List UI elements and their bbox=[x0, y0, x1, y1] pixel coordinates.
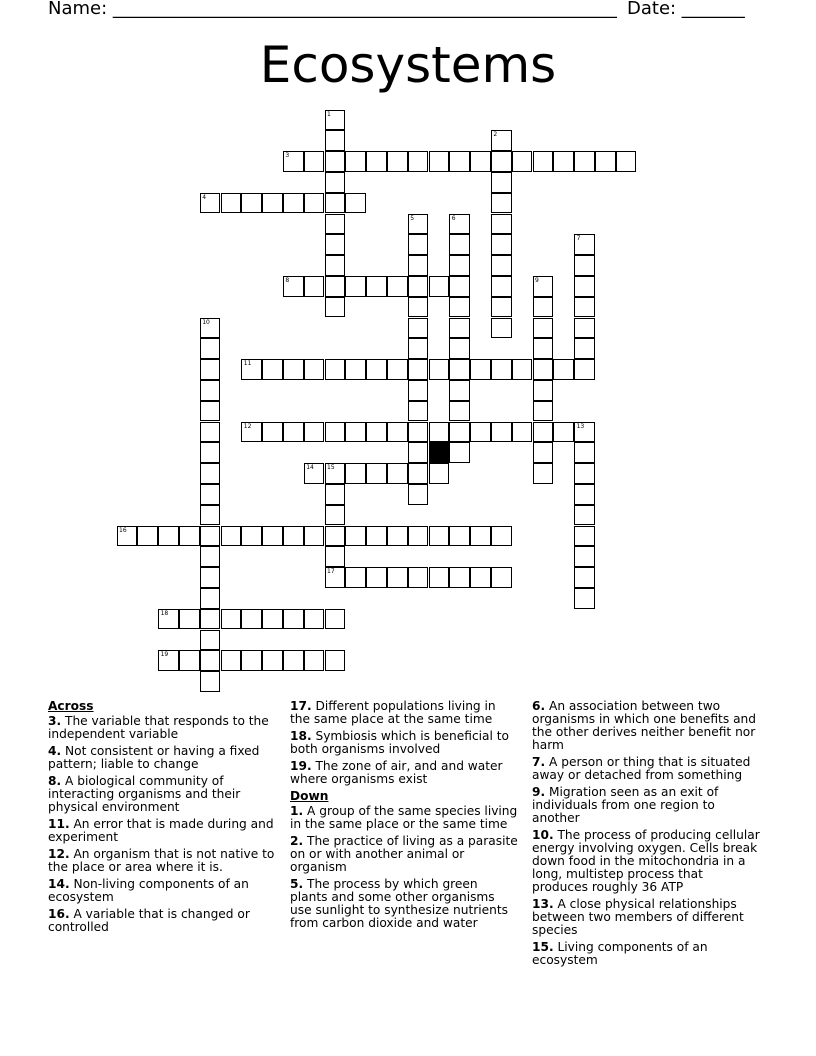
crossword-cell bbox=[325, 276, 346, 297]
page-title: Ecosystems bbox=[259, 36, 557, 94]
crossword-cell bbox=[325, 484, 346, 505]
crossword-cell bbox=[533, 151, 554, 172]
crossword-cell bbox=[200, 422, 221, 443]
clue-number: 6. bbox=[532, 699, 546, 713]
clue-text: A person or thing that is situated away or detached from something bbox=[532, 755, 751, 782]
crossword-cell bbox=[221, 193, 242, 214]
clue-number-label: 3 bbox=[285, 152, 290, 160]
crossword-cell bbox=[345, 526, 366, 547]
crossword-cell bbox=[387, 359, 408, 380]
crossword-cell bbox=[574, 588, 595, 609]
crossword-cell bbox=[325, 297, 346, 318]
crossword-cell bbox=[200, 505, 221, 526]
crossword-cell bbox=[574, 297, 595, 318]
crossword-cell bbox=[366, 276, 387, 297]
crossword-cell bbox=[304, 193, 325, 214]
clue-number-label: 9 bbox=[535, 276, 539, 284]
crossword-cell bbox=[345, 151, 366, 172]
crossword-cell bbox=[512, 359, 533, 380]
crossword-cell bbox=[366, 151, 387, 172]
clue-text: Different populations living in the same place at the same time bbox=[290, 699, 496, 726]
clue-text: A biological community of interacting organisms and their physical environment bbox=[48, 774, 241, 814]
crossword-cell bbox=[366, 463, 387, 484]
crossword-cell bbox=[491, 567, 512, 588]
crossword-cell bbox=[429, 359, 450, 380]
crossword-cell bbox=[304, 359, 325, 380]
clue-number: 13. bbox=[532, 897, 554, 911]
crossword-cell bbox=[491, 318, 512, 339]
clue-number: 9. bbox=[532, 785, 546, 799]
clue-down-10 bbox=[532, 829, 760, 894]
crossword-cell bbox=[574, 442, 595, 463]
crossword-cell bbox=[533, 463, 554, 484]
clue-number-label: 8 bbox=[285, 276, 290, 284]
name-field: Name: ________________________________________________________ bbox=[48, 0, 617, 19]
clue-text: Non-living components of an ecosystem bbox=[48, 877, 249, 904]
crossword-cell bbox=[491, 214, 512, 235]
crossword-cell bbox=[345, 276, 366, 297]
crossword-cell bbox=[325, 526, 346, 547]
crossword-cell bbox=[408, 401, 429, 422]
crossword-cell bbox=[262, 609, 283, 630]
across-heading: Across bbox=[48, 699, 94, 713]
crossword-cell bbox=[533, 442, 554, 463]
crossword-cell bbox=[304, 650, 325, 671]
crossword-cell bbox=[179, 609, 200, 630]
crossword-cell bbox=[262, 422, 283, 443]
crossword-cell bbox=[137, 526, 158, 547]
clue-number-label: 17 bbox=[327, 568, 335, 576]
clue-across-16 bbox=[48, 908, 276, 934]
clue-down-1 bbox=[290, 805, 518, 831]
crossword-cell bbox=[533, 401, 554, 422]
clue-column-1 bbox=[48, 700, 276, 938]
clue-text: The zone of air, and and water where organisms exist bbox=[290, 759, 503, 786]
crossword-cell bbox=[304, 609, 325, 630]
clue-text: An association between two organisms in which one benefits and the other derives neither benefit nor harm bbox=[532, 699, 756, 752]
crossword-cell bbox=[449, 234, 470, 255]
clue-across-19 bbox=[290, 760, 518, 786]
crossword-cell bbox=[200, 463, 221, 484]
crossword-cell bbox=[574, 151, 595, 172]
crossword-cell bbox=[200, 567, 221, 588]
clue-down-15 bbox=[532, 941, 760, 967]
crossword-cell bbox=[429, 567, 450, 588]
crossword-cell bbox=[221, 609, 242, 630]
crossword-cell bbox=[574, 505, 595, 526]
crossword-cell bbox=[325, 422, 346, 443]
crossword-cell bbox=[512, 422, 533, 443]
clue-number-label: 19 bbox=[160, 651, 169, 659]
crossword-cell bbox=[449, 338, 470, 359]
clue-number: 15. bbox=[532, 940, 554, 954]
crossword-cell bbox=[241, 526, 262, 547]
crossword-cell bbox=[283, 193, 304, 214]
crossword-cell bbox=[345, 359, 366, 380]
crossword-cell bbox=[200, 359, 221, 380]
crossword-cell bbox=[449, 380, 470, 401]
crossword-cell bbox=[533, 359, 554, 380]
crossword-cell bbox=[574, 463, 595, 484]
clue-across-4 bbox=[48, 745, 276, 771]
crossword-cell bbox=[200, 630, 221, 651]
crossword-cell bbox=[408, 255, 429, 276]
clue-number: 17. bbox=[290, 699, 312, 713]
clue-down-13 bbox=[532, 898, 760, 937]
crossword-cell bbox=[304, 151, 325, 172]
crossword-cell bbox=[325, 609, 346, 630]
crossword-cell bbox=[325, 151, 346, 172]
clue-down-9 bbox=[532, 786, 760, 825]
crossword-cell bbox=[179, 650, 200, 671]
crossword-cell bbox=[304, 276, 325, 297]
crossword-cell bbox=[387, 463, 408, 484]
clue-down-5 bbox=[290, 878, 518, 930]
crossword-block bbox=[429, 442, 450, 463]
clue-down-2 bbox=[290, 835, 518, 874]
clue-text: Not consistent or having a fixed pattern; liable to change bbox=[48, 744, 260, 771]
clue-number: 10. bbox=[532, 828, 554, 842]
clue-text: A variable that is changed or controlled bbox=[48, 907, 250, 934]
clue-across-18 bbox=[290, 730, 518, 756]
clue-number: 7. bbox=[532, 755, 546, 769]
crossword-cell bbox=[533, 422, 554, 443]
clue-number: 8. bbox=[48, 774, 62, 788]
crossword-cell bbox=[325, 130, 346, 151]
clue-number: 1. bbox=[290, 804, 304, 818]
crossword-cell bbox=[304, 422, 325, 443]
crossword-cell bbox=[449, 151, 470, 172]
clue-text: Symbiosis which is beneficial to both organisms involved bbox=[290, 729, 509, 756]
clue-number-label: 2 bbox=[493, 131, 498, 139]
clue-column-3 bbox=[532, 700, 760, 971]
clue-number: 2. bbox=[290, 834, 304, 848]
crossword-cell bbox=[491, 422, 512, 443]
crossword-cell bbox=[283, 650, 304, 671]
crossword-cell bbox=[595, 151, 616, 172]
clue-number-label: 7 bbox=[576, 235, 581, 243]
crossword-cell bbox=[449, 442, 470, 463]
crossword-cell bbox=[262, 359, 283, 380]
clue-number-label: 18 bbox=[160, 609, 169, 617]
clue-number-label: 12 bbox=[243, 422, 252, 430]
crossword-cell bbox=[574, 567, 595, 588]
crossword-cell bbox=[553, 151, 574, 172]
crossword-cell bbox=[345, 193, 366, 214]
crossword-cell bbox=[449, 567, 470, 588]
crossword-cell bbox=[553, 422, 574, 443]
clue-number: 11. bbox=[48, 817, 70, 831]
crossword-cell bbox=[429, 276, 450, 297]
crossword-cell bbox=[200, 526, 221, 547]
clue-number-label: 15 bbox=[327, 464, 335, 472]
clue-number-label: 6 bbox=[451, 214, 456, 222]
clue-down-6 bbox=[532, 700, 760, 752]
crossword-cell bbox=[200, 650, 221, 671]
crossword-cell bbox=[325, 193, 346, 214]
crossword-cell bbox=[491, 297, 512, 318]
crossword-cell bbox=[241, 609, 262, 630]
clue-text: The practice of living as a parasite on or with another animal or organism bbox=[290, 834, 518, 874]
crossword-cell bbox=[408, 463, 429, 484]
clue-across-3 bbox=[48, 715, 276, 741]
crossword-cell bbox=[470, 526, 491, 547]
crossword-cell bbox=[387, 526, 408, 547]
crossword-cell bbox=[408, 422, 429, 443]
crossword-cell bbox=[408, 484, 429, 505]
crossword-cell bbox=[429, 526, 450, 547]
crossword-cell bbox=[491, 526, 512, 547]
clue-number-label: 11 bbox=[243, 360, 252, 368]
crossword-cell bbox=[366, 567, 387, 588]
crossword-cell bbox=[533, 318, 554, 339]
crossword-cell bbox=[491, 151, 512, 172]
crossword-cell bbox=[325, 546, 346, 567]
clue-number-label: 4 bbox=[202, 193, 207, 201]
crossword-cell bbox=[491, 276, 512, 297]
clue-text: A group of the same species living in the same place or the same time bbox=[290, 804, 518, 831]
crossword-cell bbox=[408, 297, 429, 318]
crossword-cell bbox=[200, 546, 221, 567]
crossword-cell bbox=[470, 359, 491, 380]
crossword-cell bbox=[283, 526, 304, 547]
clue-number: 3. bbox=[48, 714, 62, 728]
clue-across-17 bbox=[290, 700, 518, 726]
crossword-cell bbox=[574, 546, 595, 567]
crossword-cell bbox=[574, 338, 595, 359]
crossword-cell bbox=[408, 359, 429, 380]
clue-across-11 bbox=[48, 818, 276, 844]
crossword-cell bbox=[408, 318, 429, 339]
clue-number: 12. bbox=[48, 847, 70, 861]
crossword-cell bbox=[200, 338, 221, 359]
crossword-cell bbox=[553, 359, 574, 380]
crossword-cell bbox=[179, 526, 200, 547]
crossword-cell bbox=[491, 193, 512, 214]
crossword-cell bbox=[574, 318, 595, 339]
crossword-cell bbox=[325, 234, 346, 255]
crossword-cell bbox=[366, 422, 387, 443]
crossword-cell bbox=[158, 526, 179, 547]
crossword-cell bbox=[283, 422, 304, 443]
crossword-cell bbox=[200, 671, 221, 692]
crossword-cell bbox=[449, 255, 470, 276]
crossword-cell bbox=[616, 151, 637, 172]
crossword-cell bbox=[491, 255, 512, 276]
crossword-cell bbox=[533, 297, 554, 318]
crossword-cell bbox=[387, 567, 408, 588]
clue-across-12 bbox=[48, 848, 276, 874]
crossword-cell bbox=[387, 276, 408, 297]
clue-down-7 bbox=[532, 756, 760, 782]
crossword-cell bbox=[408, 338, 429, 359]
crossword-cell bbox=[491, 359, 512, 380]
crossword-cell bbox=[325, 255, 346, 276]
date-field: Date: _______ bbox=[627, 0, 745, 19]
clue-number: 14. bbox=[48, 877, 70, 891]
clue-text: Living components of an ecosystem bbox=[532, 940, 708, 967]
crossword-cell bbox=[408, 380, 429, 401]
crossword-cell bbox=[470, 567, 491, 588]
crossword-cell bbox=[366, 359, 387, 380]
crossword-cell bbox=[241, 193, 262, 214]
clue-number-label: 16 bbox=[119, 526, 127, 534]
crossword-cell bbox=[387, 422, 408, 443]
crossword-cell bbox=[262, 650, 283, 671]
crossword-cell bbox=[241, 650, 262, 671]
clue-number-label: 14 bbox=[306, 464, 314, 472]
crossword-cell bbox=[429, 463, 450, 484]
clue-text: An error that is made during and experiment bbox=[48, 817, 274, 844]
crossword-cell bbox=[221, 526, 242, 547]
clue-text: The variable that responds to the independent variable bbox=[48, 714, 269, 741]
clue-column-2 bbox=[290, 700, 518, 934]
clue-text: The process of producing cellular energy involving oxygen. Cells break down food in the mitochondria in a long, multistep process that produces roughly 36 ATP bbox=[532, 828, 760, 894]
crossword-cell bbox=[345, 567, 366, 588]
crossword-cell bbox=[449, 318, 470, 339]
crossword-cell bbox=[325, 650, 346, 671]
crossword-cell bbox=[449, 297, 470, 318]
crossword-cell bbox=[449, 422, 470, 443]
crossword-cell bbox=[408, 567, 429, 588]
crossword-cell bbox=[429, 422, 450, 443]
crossword-cell bbox=[408, 442, 429, 463]
crossword-cell bbox=[512, 151, 533, 172]
clue-number: 19. bbox=[290, 759, 312, 773]
crossword-cell bbox=[449, 526, 470, 547]
crossword-cell bbox=[200, 401, 221, 422]
crossword-cell bbox=[470, 151, 491, 172]
crossword-cell bbox=[283, 359, 304, 380]
crossword-cell bbox=[491, 234, 512, 255]
clue-number: 18. bbox=[290, 729, 312, 743]
crossword-cell bbox=[345, 463, 366, 484]
crossword-cell bbox=[325, 214, 346, 235]
crossword-cell bbox=[387, 151, 408, 172]
crossword-cell bbox=[200, 588, 221, 609]
crossword-cell bbox=[325, 359, 346, 380]
crossword-cell bbox=[470, 422, 491, 443]
crossword-cell bbox=[533, 338, 554, 359]
clue-across-14 bbox=[48, 878, 276, 904]
clue-text: An organism that is not native to the place or area where it is. bbox=[48, 847, 275, 874]
crossword-cell bbox=[262, 526, 283, 547]
crossword-cell bbox=[200, 484, 221, 505]
crossword-cell bbox=[491, 172, 512, 193]
crossword-cell bbox=[366, 526, 387, 547]
crossword-cell bbox=[533, 380, 554, 401]
clue-text: A close physical relationships between two members of different species bbox=[532, 897, 744, 937]
clue-number: 4. bbox=[48, 744, 62, 758]
clue-across-8 bbox=[48, 775, 276, 814]
clue-text: The process by which green plants and some other organisms use sunlight to synthesize nutrients from carbon dioxide and water bbox=[290, 877, 509, 930]
clue-number: 16. bbox=[48, 907, 70, 921]
crossword-cell bbox=[325, 172, 346, 193]
crossword-cell bbox=[408, 276, 429, 297]
crossword-cell bbox=[408, 234, 429, 255]
clue-number-label: 5 bbox=[410, 214, 415, 222]
crossword-cell bbox=[283, 609, 304, 630]
crossword-cell bbox=[304, 526, 325, 547]
crossword-cell bbox=[449, 401, 470, 422]
clue-text: Migration seen as an exit of individuals from one region to another bbox=[532, 785, 719, 825]
clue-number-label: 1 bbox=[327, 110, 331, 118]
crossword-cell bbox=[408, 151, 429, 172]
crossword-cell bbox=[200, 380, 221, 401]
crossword-cell bbox=[574, 255, 595, 276]
crossword-cell bbox=[200, 442, 221, 463]
crossword-cell bbox=[345, 422, 366, 443]
crossword-cell bbox=[574, 484, 595, 505]
down-heading: Down bbox=[290, 789, 329, 803]
crossword-cell bbox=[574, 526, 595, 547]
crossword-cell bbox=[449, 276, 470, 297]
clue-number-label: 13 bbox=[576, 422, 585, 430]
crossword-cell bbox=[574, 359, 595, 380]
clue-number-label: 10 bbox=[202, 318, 210, 326]
crossword-cell bbox=[574, 276, 595, 297]
crossword-cell bbox=[449, 359, 470, 380]
crossword-cell bbox=[200, 609, 221, 630]
crossword-cell bbox=[325, 505, 346, 526]
crossword-cell bbox=[408, 526, 429, 547]
crossword-cell bbox=[221, 650, 242, 671]
clue-number: 5. bbox=[290, 877, 304, 891]
crossword-cell bbox=[262, 193, 283, 214]
crossword-cell bbox=[429, 151, 450, 172]
